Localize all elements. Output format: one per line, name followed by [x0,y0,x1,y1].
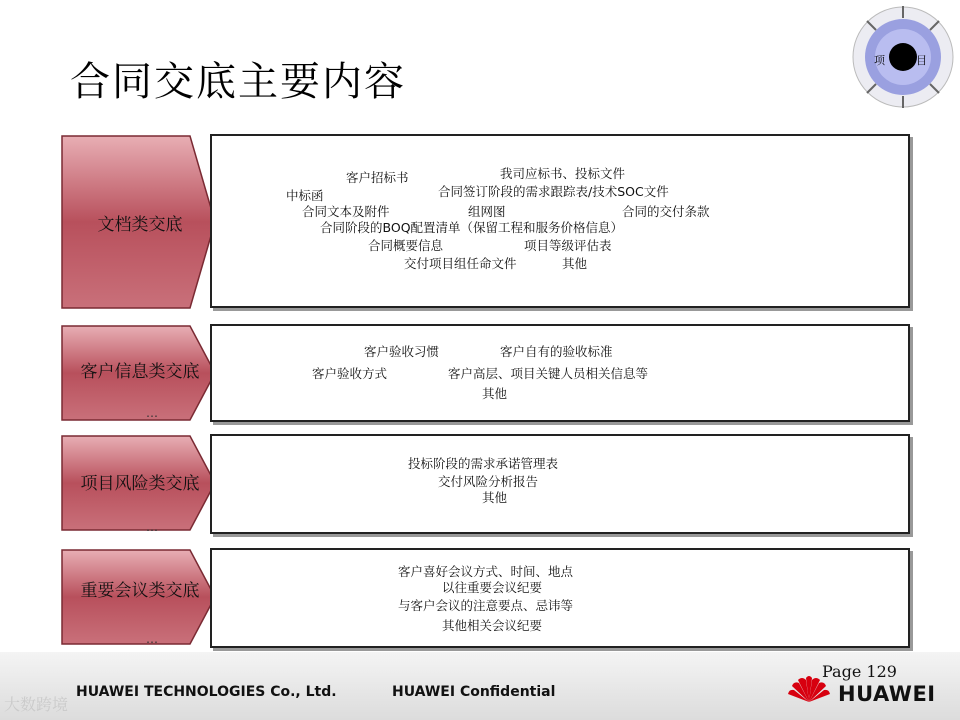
project-emblem [850,4,956,110]
content-item: 合同签订阶段的需求跟踪表/技术SOC文件 [438,184,669,199]
footer-confidential: HUAWEI Confidential [392,684,556,700]
section-label: 项目风险类交底 [80,473,200,494]
content-item: 项目等级评估表 [524,238,612,253]
content-item: 客户自有的验收标准 [500,344,613,359]
section-ellipsis: … [146,632,158,646]
footer [0,652,960,720]
footer-company: HUAWEI TECHNOLOGIES Co., Ltd. [76,684,337,700]
content-item: 合同文本及附件 [302,204,390,219]
page-number: Page 129 [822,662,897,681]
content-item: 其他相关会议纪要 [442,618,543,633]
section-content-box [210,324,910,422]
content-item: 组网图 [468,204,506,219]
huawei-logo-icon [784,672,834,704]
section-project-risk [60,434,910,532]
section-content-box [210,548,910,648]
content-item: 合同概要信息 [368,238,444,253]
section-content-box [210,134,910,308]
emblem-right-label: 目 [916,54,927,67]
emblem-left-label: 项 [874,54,885,67]
section-label: 重要会议类交底 [80,580,200,601]
section-ellipsis: … [146,520,158,534]
watermark: 大数跨境 [4,695,69,714]
page-title: 合同交底主要内容 [70,59,406,105]
section-document [60,134,910,310]
section-label: 客户信息类交底 [80,361,200,382]
section-important-meetings [60,548,910,646]
content-item: 交付项目组任命文件 [404,256,517,271]
content-item: 客户喜好会议方式、时间、地点 [398,564,574,579]
section-content-box [210,434,910,534]
content-item: 客户验收方式 [312,366,388,381]
section-label: 文档类交底 [97,214,183,235]
content-item: 与客户会议的注意要点、忌讳等 [398,598,574,613]
content-item: 客户验收习惯 [364,344,440,359]
content-item: 投标阶段的需求承诺管理表 [408,456,559,471]
content-item: 交付风险分析报告 [438,474,539,489]
content-item: 合同的交付条款 [622,204,710,219]
section-ellipsis: … [146,406,158,420]
content-item: 合同阶段的BOQ配置清单（保留工程和服务价格信息） [320,220,624,235]
emblem-graphic [850,4,956,110]
content-item: 其他 [562,256,588,271]
content-item: 中标函 [286,188,324,203]
content-item: 其他 [482,490,508,505]
footer-brand: HUAWEI [838,682,936,706]
content-item: 我司应标书、投标文件 [500,166,626,181]
content-item: 客户招标书 [346,170,409,185]
content-item: 以往重要会议纪要 [442,580,543,595]
content-item: 客户高层、项目关键人员相关信息等 [448,366,649,381]
section-customer-info [60,324,910,422]
content-item: 其他 [482,386,508,401]
